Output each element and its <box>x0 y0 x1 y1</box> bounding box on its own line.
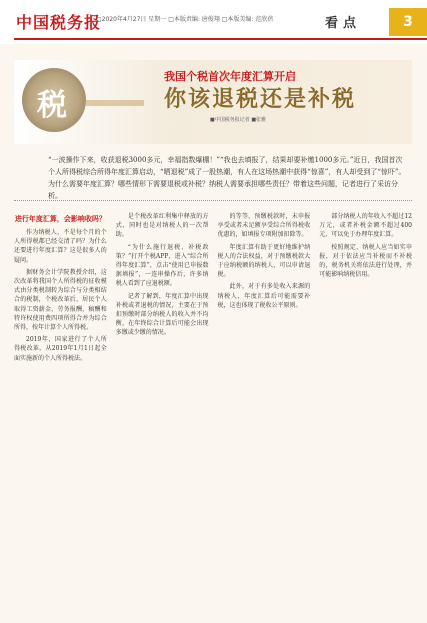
paragraph: “为什么施行退税、补税政策？”打开个税APP，进入“综合所得年度汇算”，点击“使用已申报数据填报”，一连串操作后，许多纳税人看到了应退税额。 <box>115 243 209 288</box>
lead-paragraph: “一波操作下来，收获退税3000多元，幸福指数爆棚！”“我也去填报了，结果却要补缴1000多元。”近日，我国首次个人所得税综合所得年度汇算启动，“晒退税”成了一股热潮，有人在这场热潮中获得“惊喜”，有人却受到了“惊吓”。为什么需要年度汇算？哪些情形下需要退税或补税？纳税人需要承担哪些责任？带着这些问题，记者进行了采访分析。 <box>48 156 406 200</box>
date-line: □2020年4月27日 星期一 □本版责编: 唐俊翔 □本版美编: 范欣蓓 <box>96 16 274 23</box>
main-headline: 你该退税还是补税 <box>164 87 357 112</box>
column-4 <box>319 212 412 617</box>
paragraph: 作为纳税人，不是每个月的个人所得税都已经交清了吗？为什么还要进行年度汇算？这是很多人的疑问。 <box>14 229 107 264</box>
column-1 <box>14 212 107 617</box>
paragraph: 记者了解到，年度汇算中出现补税或者退税的情况，主要在于预扣预缴时部分纳税人的收入并不均衡，在年终综合计算后可能会出现多缴或少缴的情况。 <box>115 292 209 337</box>
paragraph: 年度汇算有助于更好地维护纳税人的合法权益，对于预缴税款大于应纳税额的纳税人，可以申请退税。 <box>217 243 311 279</box>
paragraph: 此外，对于有多处收入来源的纳税人，年度汇算后可能需要补税，这也体现了税收公平原则。 <box>217 283 311 309</box>
byline: ■中国税务报记者 ■张雅 <box>210 117 267 123</box>
paragraph: 部分纳税人的年收入不超过12万元，或者补税金额不超过400元，可以免于办理年度汇算。 <box>319 213 412 239</box>
banner-deco-bar <box>84 100 144 106</box>
column-3 <box>218 212 311 617</box>
paragraph: 2019年，国家进行了个人所得税改革，从2019年1月1日起全面实施新的个人所得税法。 <box>14 336 107 362</box>
banner-deco-char: 税 <box>37 88 67 123</box>
column-subhead: 进行年度汇算，会影响收吗？ <box>14 214 106 223</box>
kicker-title: 我国个税首次年度汇算开启 <box>164 70 296 83</box>
article-columns <box>14 212 412 617</box>
header-rule <box>14 38 427 40</box>
newspaper-logo: 中国税务报 <box>16 13 102 32</box>
article-banner <box>14 60 412 144</box>
paragraph: 是个税改革红利集中释放的方式，同时也是对纳税人的一次帮助。 <box>115 213 209 239</box>
paragraph: 据财务会计学院教授介绍，这次改革将我国个人所得税的征收模式由分类税制转为综合与分类相结合的税制，个税改革后，居民个人取得工资薪金、劳务报酬、稿酬和特许权使用费四项所得合并为综合所得，按年计算个人所得税。 <box>14 268 107 332</box>
column-2 <box>116 212 209 617</box>
page-number-badge: 3 <box>389 8 427 36</box>
paragraph: 的等等，预缴税款时，未申报享受或者未足额享受综合所得税收优惠的，如填报专项附加扣除等。 <box>217 213 311 239</box>
section-name: 看点 <box>325 16 362 31</box>
paragraph: 按照规定，纳税人应当如实申报，对于依法应当补税而不补税的，税务机关将依法进行处理，并可能影响纳税信用。 <box>319 243 412 279</box>
divider <box>14 200 412 201</box>
